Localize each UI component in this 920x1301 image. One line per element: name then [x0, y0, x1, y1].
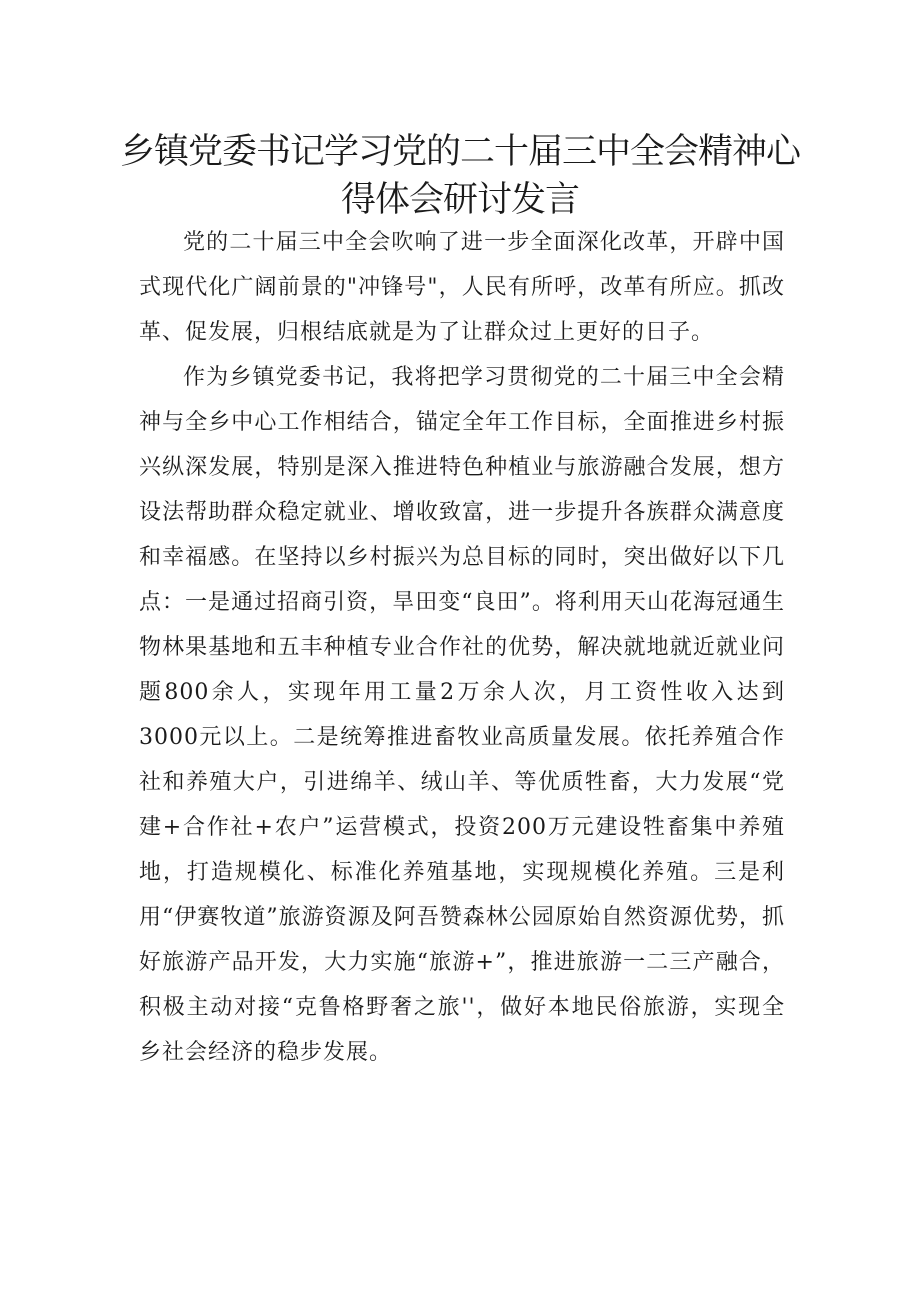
paragraph-intro: 党的二十届三中全会吹响了进一步全面深化改革，开辟中国式现代化广阔前景的"冲锋号"，人民有所呼，改革有所应。抓改革、促发展，归根结底就是为了让群众过上更好的日子。	[139, 230, 785, 345]
paragraph-main: 作为乡镇党委书记，我将把学习贯彻党的二十届三中全会精神与全乡中心工作相结合，锚定全年工作目标，全面推进乡村振兴纵深发展，特别是深入推进特色种植业与旅游融合发展，想方设法帮助群众稳定就业、增收致富，进一步提升各族群众满意度和幸福感。在坚持以乡村振兴为总目标的同时，突出做好以下几点：一是通过招商引资，旱田变“良田”。将利用天山花海冠通生物林果基地和五丰种植专业合作社的优势，解决就地就近就业问题800余人，实现年用工量2万余人次，月工资性收入达到3000元以上。二是统筹推进畜牧业高质量发展。依托养殖合作社和养殖大户，引进绵羊、绒山羊、等优质牲畜，大力发展“党建+合作社+农户”运营模式，投资200万元建设牲畜集中养殖地，打造规模化、标准化养殖基地，实现规模化养殖。三是利用“伊赛牧道”旅游资源及阿吾赞森林公园原始自然资源优势，抓好旅游产品开发，大力实施“旅游+”，推进旅游一二三产融合，积极主动对接“克鲁格野奢之旅''，做好本地民俗旅游，实现全乡社会经济的稳步发展。	[139, 365, 785, 1065]
document-body	[139, 220, 785, 1075]
title-line-2: 得体会研讨发言	[340, 180, 579, 220]
document-title	[0, 128, 920, 224]
title-line-1: 乡镇党委书记学习党的二十届三中全会精神心	[119, 132, 800, 172]
